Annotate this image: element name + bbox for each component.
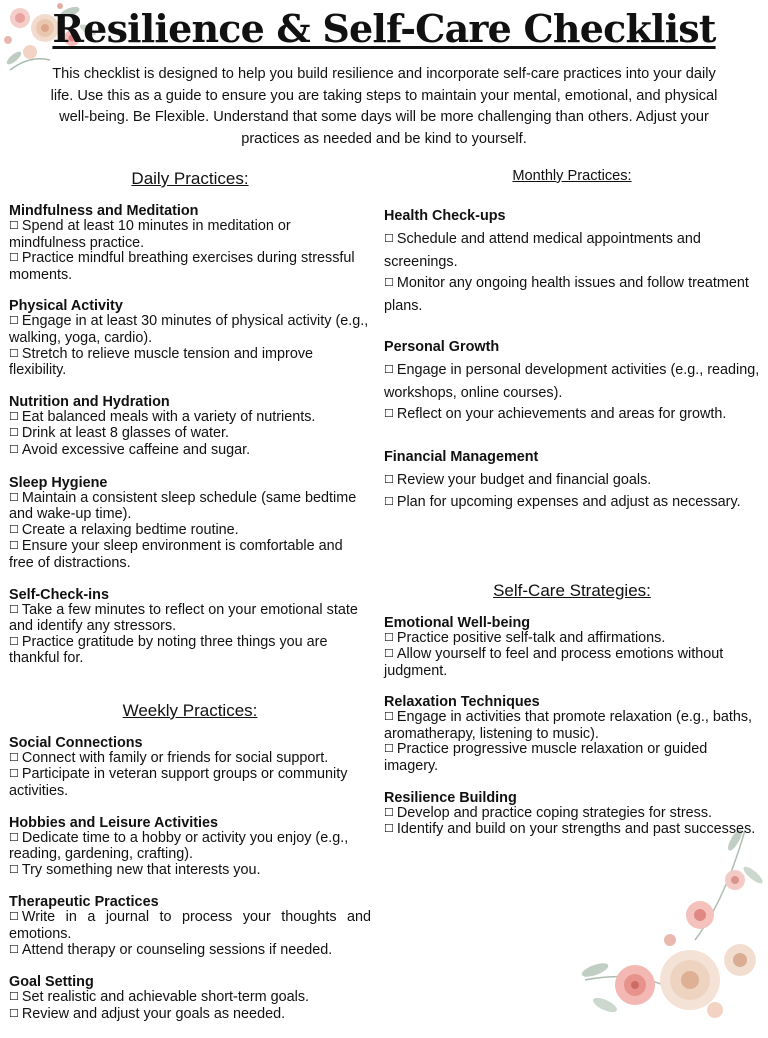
- group-self-check-ins: [9, 587, 371, 667]
- group-health-check-ups: [384, 208, 760, 317]
- daily-practices-heading: Daily Practices:: [131, 169, 249, 188]
- checkbox-icon[interactable]: ☐: [384, 806, 394, 819]
- checkbox-icon[interactable]: ☐: [9, 540, 19, 553]
- checkbox-icon[interactable]: ☐: [9, 863, 19, 876]
- group-title: Therapeutic Practices: [9, 894, 159, 911]
- checklist-item[interactable]: ☐ Drink at least 8 glasses of water.: [9, 425, 230, 442]
- checklist-item[interactable]: ☐ Avoid excessive caffeine and sugar.: [9, 441, 251, 458]
- checkbox-icon[interactable]: ☐: [9, 523, 19, 536]
- checkbox-icon[interactable]: ☐: [384, 631, 394, 644]
- checkbox-icon[interactable]: ☐: [384, 496, 394, 508]
- checkbox-icon[interactable]: ☐: [9, 911, 19, 924]
- checkbox-icon[interactable]: ☐: [9, 443, 19, 456]
- right-column: [384, 168, 760, 854]
- group-title: Personal Growth: [384, 339, 500, 355]
- checkbox-icon[interactable]: ☐: [384, 823, 394, 836]
- checkbox-icon[interactable]: ☐: [9, 347, 19, 360]
- monthly-practices-heading: Monthly Practices:: [512, 168, 632, 184]
- checkbox-icon[interactable]: ☐: [9, 751, 19, 764]
- group-title: Nutrition and Hydration: [9, 393, 170, 410]
- checklist-item[interactable]: ☐ Stretch to relieve muscle tension and improve flexibility.: [9, 345, 314, 379]
- checklist-item[interactable]: ☐ Maintain a consistent sleep schedule (same bedtime and wake-up time).: [9, 489, 357, 523]
- group-title: Relaxation Techniques: [384, 694, 540, 711]
- group-financial-management: [384, 449, 760, 515]
- checklist-item[interactable]: ☐ Set realistic and achievable short-term goals.: [9, 989, 310, 1006]
- checkbox-icon[interactable]: ☐: [9, 427, 19, 440]
- checklist-item[interactable]: ☐ Identify and build on your strengths and past successes.: [384, 821, 756, 838]
- group-nutrition: [9, 394, 371, 460]
- group-resilience-building: [384, 790, 760, 839]
- group-title: Sleep Hygiene: [9, 474, 108, 491]
- checklist-item[interactable]: ☐ Take a few minutes to reflect on your emotional state and identify any stressors.: [9, 601, 358, 635]
- checklist-item[interactable]: ☐ Engage in personal development activities (e.g., reading, workshops, online courses).: [384, 362, 760, 401]
- group-mindfulness: [9, 203, 371, 283]
- checklist-item[interactable]: ☐ Engage in activities that promote relaxation (e.g., baths, aromatherapy, listening to music).: [384, 709, 753, 742]
- intro-paragraph: This checklist is designed to help you build resilience and incorporate self-care practices into your daily life. Use this as a guide to ensure you are taking steps to maintain your mental, emotional, and physical well-being. Be Flexible. Understand that some days will be more challenging than others. Adjust your practices as needed and be kind to yourself.: [50, 66, 718, 147]
- checkbox-icon[interactable]: ☐: [384, 233, 394, 245]
- checklist-item[interactable]: ☐ Practice mindful breathing exercises during stressful moments.: [9, 250, 355, 283]
- checkbox-icon[interactable]: ☐: [9, 991, 19, 1004]
- weekly-practices-heading: Weekly Practices:: [122, 700, 258, 720]
- group-title: Hobbies and Leisure Activities: [9, 814, 218, 831]
- checklist-item[interactable]: ☐ Develop and practice coping strategies for stress.: [384, 804, 713, 821]
- checkbox-icon[interactable]: ☐: [9, 315, 19, 328]
- checklist-item[interactable]: ☐ Schedule and attend medical appointments and screenings.: [384, 231, 701, 270]
- group-personal-growth: [384, 339, 760, 427]
- checkbox-icon[interactable]: ☐: [384, 743, 394, 756]
- checklist-item[interactable]: ☐ Eat balanced meals with a variety of nutrients.: [9, 408, 316, 425]
- checklist-item[interactable]: ☐ Dedicate time to a hobby or activity you enjoy (e.g., reading, gardening, crafting).: [9, 829, 349, 863]
- checkbox-icon[interactable]: ☐: [9, 831, 19, 844]
- checkbox-icon[interactable]: ☐: [384, 408, 394, 420]
- checklist-item[interactable]: ☐ Practice gratitude by noting three things you are thankful for.: [9, 633, 328, 667]
- checklist-item[interactable]: ☐ Allow yourself to feel and process emotions without judgment.: [384, 646, 724, 679]
- group-physical-activity: [9, 298, 371, 378]
- checkbox-icon[interactable]: ☐: [9, 635, 19, 648]
- checklist-item[interactable]: ☐ Connect with family or friends for social support.: [9, 749, 329, 766]
- left-column: [9, 169, 371, 1038]
- checklist-item[interactable]: ☐ Reflect on your achievements and areas for growth.: [384, 406, 727, 422]
- checkbox-icon[interactable]: ☐: [384, 364, 394, 376]
- group-title: Physical Activity: [9, 298, 123, 315]
- checklist-item[interactable]: ☐ Review and adjust your goals as needed.: [9, 1005, 286, 1022]
- checklist-item[interactable]: ☐ Participate in veteran support groups or community activities.: [9, 766, 348, 800]
- group-title: Goal Setting: [9, 974, 94, 991]
- group-social-connections: [9, 735, 371, 800]
- checklist-item[interactable]: ☐ Engage in at least 30 minutes of physical activity (e.g., walking, yoga, cardio).: [9, 313, 369, 346]
- checklist-item[interactable]: ☐ Spend at least 10 minutes in meditation or mindfulness practice.: [9, 218, 291, 251]
- checkbox-icon[interactable]: ☐: [9, 603, 19, 616]
- checkbox-icon[interactable]: ☐: [9, 491, 19, 504]
- checklist-item[interactable]: ☐ Ensure your sleep environment is comfortable and free of distractions.: [9, 538, 343, 571]
- group-title: Mindfulness and Meditation: [9, 203, 199, 219]
- checkbox-icon[interactable]: ☐: [384, 711, 394, 724]
- group-hobbies: [9, 815, 371, 880]
- group-sleep-hygiene: [9, 475, 371, 572]
- group-title: Self-Check-ins: [9, 586, 109, 603]
- self-care-strategies-heading: Self-Care Strategies:: [493, 580, 651, 600]
- checklist-item[interactable]: ☐ Monitor any ongoing health issues and follow treatment plans.: [384, 275, 749, 314]
- group-goal-setting: [9, 974, 371, 1023]
- checkbox-icon[interactable]: ☐: [9, 1007, 19, 1020]
- group-title: Emotional Well-being: [384, 614, 531, 631]
- checkbox-icon[interactable]: ☐: [384, 473, 394, 486]
- checklist-item[interactable]: ☐ Plan for upcoming expenses and adjust as necessary.: [384, 494, 741, 510]
- checkbox-icon[interactable]: ☐: [9, 410, 19, 423]
- checkbox-icon[interactable]: ☐: [9, 252, 19, 265]
- checkbox-icon[interactable]: ☐: [9, 220, 19, 232]
- checklist-item[interactable]: ☐ Try something new that interests you.: [9, 861, 261, 878]
- checklist-item[interactable]: ☐ Attend therapy or counseling sessions if needed.: [9, 941, 333, 958]
- checkbox-icon[interactable]: ☐: [9, 768, 19, 781]
- group-therapeutic-practices: [9, 894, 371, 959]
- checkbox-icon[interactable]: ☐: [384, 648, 394, 661]
- checklist-item[interactable]: ☐ Review your budget and financial goals.: [384, 471, 652, 488]
- group-title: Financial Management: [384, 448, 539, 465]
- group-title: Social Connections: [9, 734, 143, 751]
- page-title: Resilience & Self-Care Checklist: [52, 6, 716, 51]
- checklist-item[interactable]: ☐ Create a relaxing bedtime routine.: [9, 521, 239, 538]
- group-title: Health Check-ups: [384, 208, 506, 224]
- checkbox-icon[interactable]: ☐: [9, 943, 19, 956]
- checklist-item[interactable]: ☐ Write in a journal to process your thoughts and emotions.: [9, 909, 371, 943]
- checklist-item[interactable]: ☐ Practice progressive muscle relaxation or guided imagery.: [384, 741, 708, 775]
- group-emotional-well-being: [384, 615, 760, 680]
- checkbox-icon[interactable]: ☐: [384, 277, 394, 289]
- group-relaxation-techniques: [384, 694, 760, 774]
- group-title: Resilience Building: [384, 789, 517, 806]
- checklist-item[interactable]: ☐ Practice positive self-talk and affirmations.: [384, 629, 666, 646]
